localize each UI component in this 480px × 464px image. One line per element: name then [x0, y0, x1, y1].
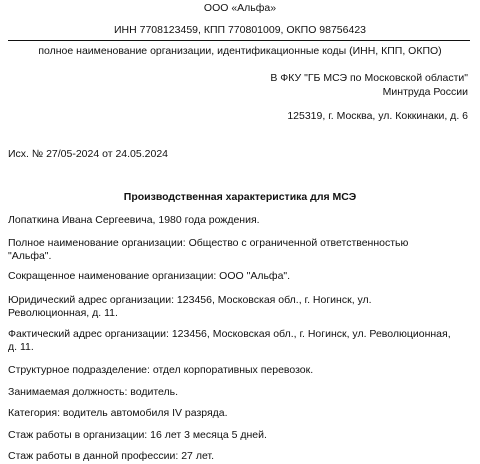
recipient-address: 125319, г. Москва, ул. Коккинаки, д. 6	[287, 110, 468, 122]
position: Занимаемая должность: водитель.	[8, 386, 179, 398]
org-codes: ИНН 7708123459, КПП 770801009, ОКПО 98756423	[113, 24, 366, 36]
employee-name: Лопаткина Ивана Сергеевича, 1980 года рождения.	[8, 214, 260, 226]
actual-address-line-1: Фактический адрес организации: 123456, Московская обл., г. Ногинск, ул. Революционная,	[8, 328, 451, 340]
department: Структурное подразделение: отдел корпоративных перевозок.	[8, 364, 314, 376]
org-tenure: Стаж работы в организации: 16 лет 3 месяца 5 дней.	[8, 429, 267, 441]
outgoing-number: Исх. № 27/05-2024 от 24.05.2024	[8, 148, 168, 160]
header-rule	[8, 40, 470, 41]
short-org-name: Сокращенное наименование организации: ООО "Альфа".	[8, 270, 291, 282]
full-org-name-line-1: Полное наименование организации: Общество с ограниченной ответственностью	[8, 237, 409, 249]
legal-address-line-2: Революционная, д. 11.	[8, 307, 118, 319]
document-title: Производственная характеристика для МСЭ	[123, 191, 357, 203]
category: Категория: водитель автомобиля IV разряда.	[8, 407, 228, 419]
recipient-line-1: В ФКУ "ГБ МСЭ по Московской области"	[270, 72, 468, 84]
legal-address-line-1: Юридический адрес организации: 123456, Московская обл., г. Ногинск, ул.	[8, 294, 372, 306]
org-name: ООО «Альфа»	[203, 2, 277, 14]
actual-address-line-2: д. 11.	[8, 341, 34, 353]
recipient-line-2: Минтруда России	[382, 86, 468, 98]
full-org-name-line-2: "Альфа".	[8, 250, 52, 262]
header-caption: полное наименование организации, идентификационные коды (ИНН, КПП, ОКПО)	[38, 45, 442, 57]
profession-tenure: Стаж работы в данной профессии: 27 лет.	[8, 450, 214, 462]
